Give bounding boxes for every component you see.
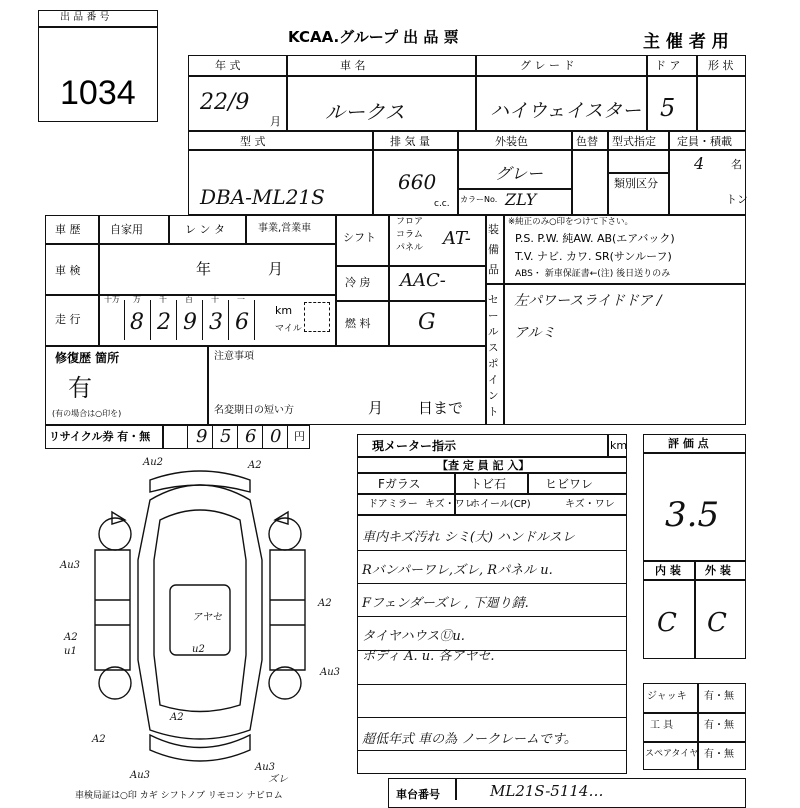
diagram-note-4: A2 [318, 598, 332, 609]
recycle-digit-1: 9 [196, 426, 208, 447]
caution-label: 注意事項 [214, 351, 254, 362]
fuel-value: G [418, 310, 436, 335]
inspection-month-unit: 月 [268, 260, 284, 278]
equipment-line-1: P.S. P.W. 純AW. AB(エアバック) [515, 232, 675, 245]
diagram-note-5: A2 [64, 632, 78, 643]
equipment-line-3: ABS・ 新車保証書←(注) 後日送りのみ [515, 269, 671, 279]
digit-label-1: 一 [237, 295, 245, 304]
recycle-digit-2: 5 [220, 426, 232, 447]
digit-label-100k: 十万 [104, 295, 120, 304]
wheel-rear-left-icon [99, 667, 131, 699]
diagram-note-1: Au2 [143, 457, 164, 468]
organizer-label: 主 催 者 用 [643, 32, 729, 52]
displacement-label: 排 気 量 [390, 135, 430, 148]
crack-label: ヒビワレ [545, 477, 594, 491]
inspection-note-3: Fフェンダーズレ , 下廻り錆. [362, 596, 529, 611]
digit-label-10k: 万 [133, 295, 141, 304]
exterior-grade: C [707, 608, 727, 638]
recycle-digit-4: 0 [270, 426, 282, 447]
lot-number-value: 1034 [60, 74, 136, 112]
capacity-unit: 名 [731, 158, 742, 171]
diagram-note-3: Au3 [60, 560, 81, 571]
grade-label: グ レ ー ド [520, 59, 575, 72]
diagram-note-2: A2 [248, 460, 262, 471]
capacity-value: 4 [694, 154, 705, 173]
digit-label-10: 十 [211, 295, 219, 304]
private-use-label: 自家用 [110, 223, 143, 236]
doors-value: 5 [660, 94, 676, 122]
chip-label: トビ石 [470, 477, 507, 491]
cc-unit: c.c. [434, 199, 450, 209]
wheel-rear-right-icon [269, 667, 301, 699]
type-label: 型 式 [240, 135, 266, 148]
meter-km-unit: km [610, 439, 628, 452]
equipment-note: ※純正のみ○印をつけて下さい。 [508, 217, 634, 227]
rental-label: レ ン タ [185, 223, 225, 236]
diagram-note-7: u2 [192, 644, 205, 655]
group-title: KCAA.グループ 出 品 票 [288, 28, 459, 46]
mile-unit: マイル [275, 324, 302, 334]
shift-value: AT- [443, 228, 471, 249]
interior-label: 内 装 [655, 564, 681, 577]
transfer-month-unit: 月 [368, 399, 384, 417]
mileage-digit-3: 9 [183, 310, 197, 335]
inspection-note-2: Rバンパーワレ,ズレ, Rパネル u. [362, 563, 553, 578]
frame-number-label: 車台番号 [396, 788, 440, 801]
recycle-digit-3: 6 [245, 426, 257, 447]
fuel-label: 燃 料 [345, 317, 371, 330]
meter-label: 現メーター指示 [372, 439, 457, 453]
frame-number-value: ML21S-5114… [490, 782, 604, 800]
shift-column-label: コラム [396, 230, 423, 240]
wheel-label: ホイール(CP) [470, 499, 531, 510]
sales-point-line-2: アルミ [514, 325, 556, 341]
grade-value: ハイウェイスター [490, 100, 642, 122]
equipment-side-label: 装備品 [488, 223, 499, 276]
rating-value: 3.5 [665, 495, 720, 535]
diagram-note-12: Au3 [255, 762, 276, 773]
assessment-header: 【査 定 員 記 入】 [437, 459, 530, 472]
jack-label: ジャッキ [647, 691, 687, 702]
repair-label: 修復歴 箇所 [55, 351, 120, 365]
sales-point-line-1: 左パワースライドドア / [514, 293, 662, 309]
tool-label: 工 具 [650, 720, 674, 731]
mileage-label: 走 行 [55, 313, 81, 326]
inspection-note-1: 車内キズ汚れ シミ(大) ハンドルスレ [362, 530, 575, 545]
body-label: 形 状 [708, 59, 734, 72]
mileage-digit-2: 2 [157, 310, 171, 335]
diagram-note-11: Au3 [130, 770, 151, 781]
inspection-label: 車 検 [55, 264, 81, 277]
exterior-label: 外 装 [705, 564, 731, 577]
displacement-value: 660 [398, 170, 437, 194]
interior-grade: C [657, 608, 677, 638]
diagram-note-9: Au3 [320, 667, 341, 678]
color-label: 外装色 [495, 135, 528, 148]
door-mirror-label: ドアミラー [368, 499, 418, 510]
mileage-digit-5: 6 [235, 310, 249, 335]
doors-label: ド ア [655, 59, 681, 72]
diagram-note-13: ズレ [268, 774, 288, 785]
year-month-unit: 月 [270, 115, 281, 128]
ac-value: AAC- [400, 270, 446, 291]
year-label: 年 式 [215, 59, 241, 72]
sales-point-side-label: セールスポイント [488, 294, 499, 418]
recycle-yen-unit: 円 [294, 430, 305, 443]
year-value: 22/9 [200, 90, 250, 115]
capacity-label: 定員・積載 [677, 135, 732, 148]
type-value: DBA-ML21S [200, 185, 325, 209]
diagram-note-8: A2 [170, 712, 184, 723]
repair-value: 有 [68, 374, 92, 402]
mirror-condition: キズ・ワレ [425, 499, 475, 510]
model-name-label: 車 名 [340, 59, 366, 72]
spare-tire-yes-no: 有・無 [704, 749, 734, 760]
inspection-year-unit: 年 [196, 260, 212, 278]
wheel-condition: キズ・ワレ [565, 499, 615, 510]
equipment-line-2: T.V. ナビ. カワ. SR(サンルーフ) [515, 250, 672, 263]
footer-note: 車検局証は○印 カギ シフトノブ リモコン ナビロム [75, 791, 283, 801]
color-change-label: 色替 [576, 135, 598, 148]
class-label: 類別区分 [614, 177, 658, 190]
digit-label-1k: 千 [159, 295, 167, 304]
load-unit: トン [726, 193, 748, 206]
shift-label: シフト [343, 231, 376, 244]
mileage-digit-1: 8 [130, 310, 144, 335]
mileage-digit-4: 3 [209, 310, 223, 335]
business-use-label: 事業,営業車 [258, 223, 312, 234]
shift-floor-label: フロア [396, 217, 424, 227]
inspection-note-4: タイヤハウスⓊu. [362, 629, 465, 644]
spare-tire-label: スペアタイヤ [645, 749, 699, 759]
repair-note: (有の場合は○印を) [52, 409, 122, 418]
diagram-note-6: u1 [64, 646, 77, 657]
inspection-note-8: 超低年式 車の為 ノークレームです。 [362, 732, 577, 747]
recycle-label: リサイクル券 有・無 [49, 430, 151, 443]
model-name-value: ルークス [325, 100, 405, 124]
jack-yes-no: 有・無 [704, 691, 734, 702]
inspection-note-5: ボディ A. u. 各アヤセ. [362, 649, 495, 664]
rating-label: 評 価 点 [668, 437, 709, 450]
color-no-label: カラーNo. [460, 195, 498, 204]
type-designation-label: 型式指定 [612, 135, 656, 148]
f-glass-label: Fガラス [378, 477, 421, 491]
diagram-note-10: A2 [92, 734, 106, 745]
lot-number-label: 出 品 番 号 [60, 12, 110, 23]
diagram-note-roof: アヤセ [192, 612, 222, 623]
shift-panel-label: パネル [396, 243, 424, 253]
color-value: グレー [495, 164, 544, 183]
tool-yes-no: 有・無 [704, 720, 734, 731]
ac-label: 冷 房 [345, 276, 371, 289]
history-label: 車 歴 [55, 223, 81, 236]
km-unit: km [275, 304, 293, 317]
transfer-day-unit: 日まで [418, 399, 464, 417]
color-no-value: ZLY [505, 190, 537, 209]
digit-label-100: 百 [185, 295, 193, 304]
transfer-label: 名変期日の短い方 [214, 405, 294, 416]
